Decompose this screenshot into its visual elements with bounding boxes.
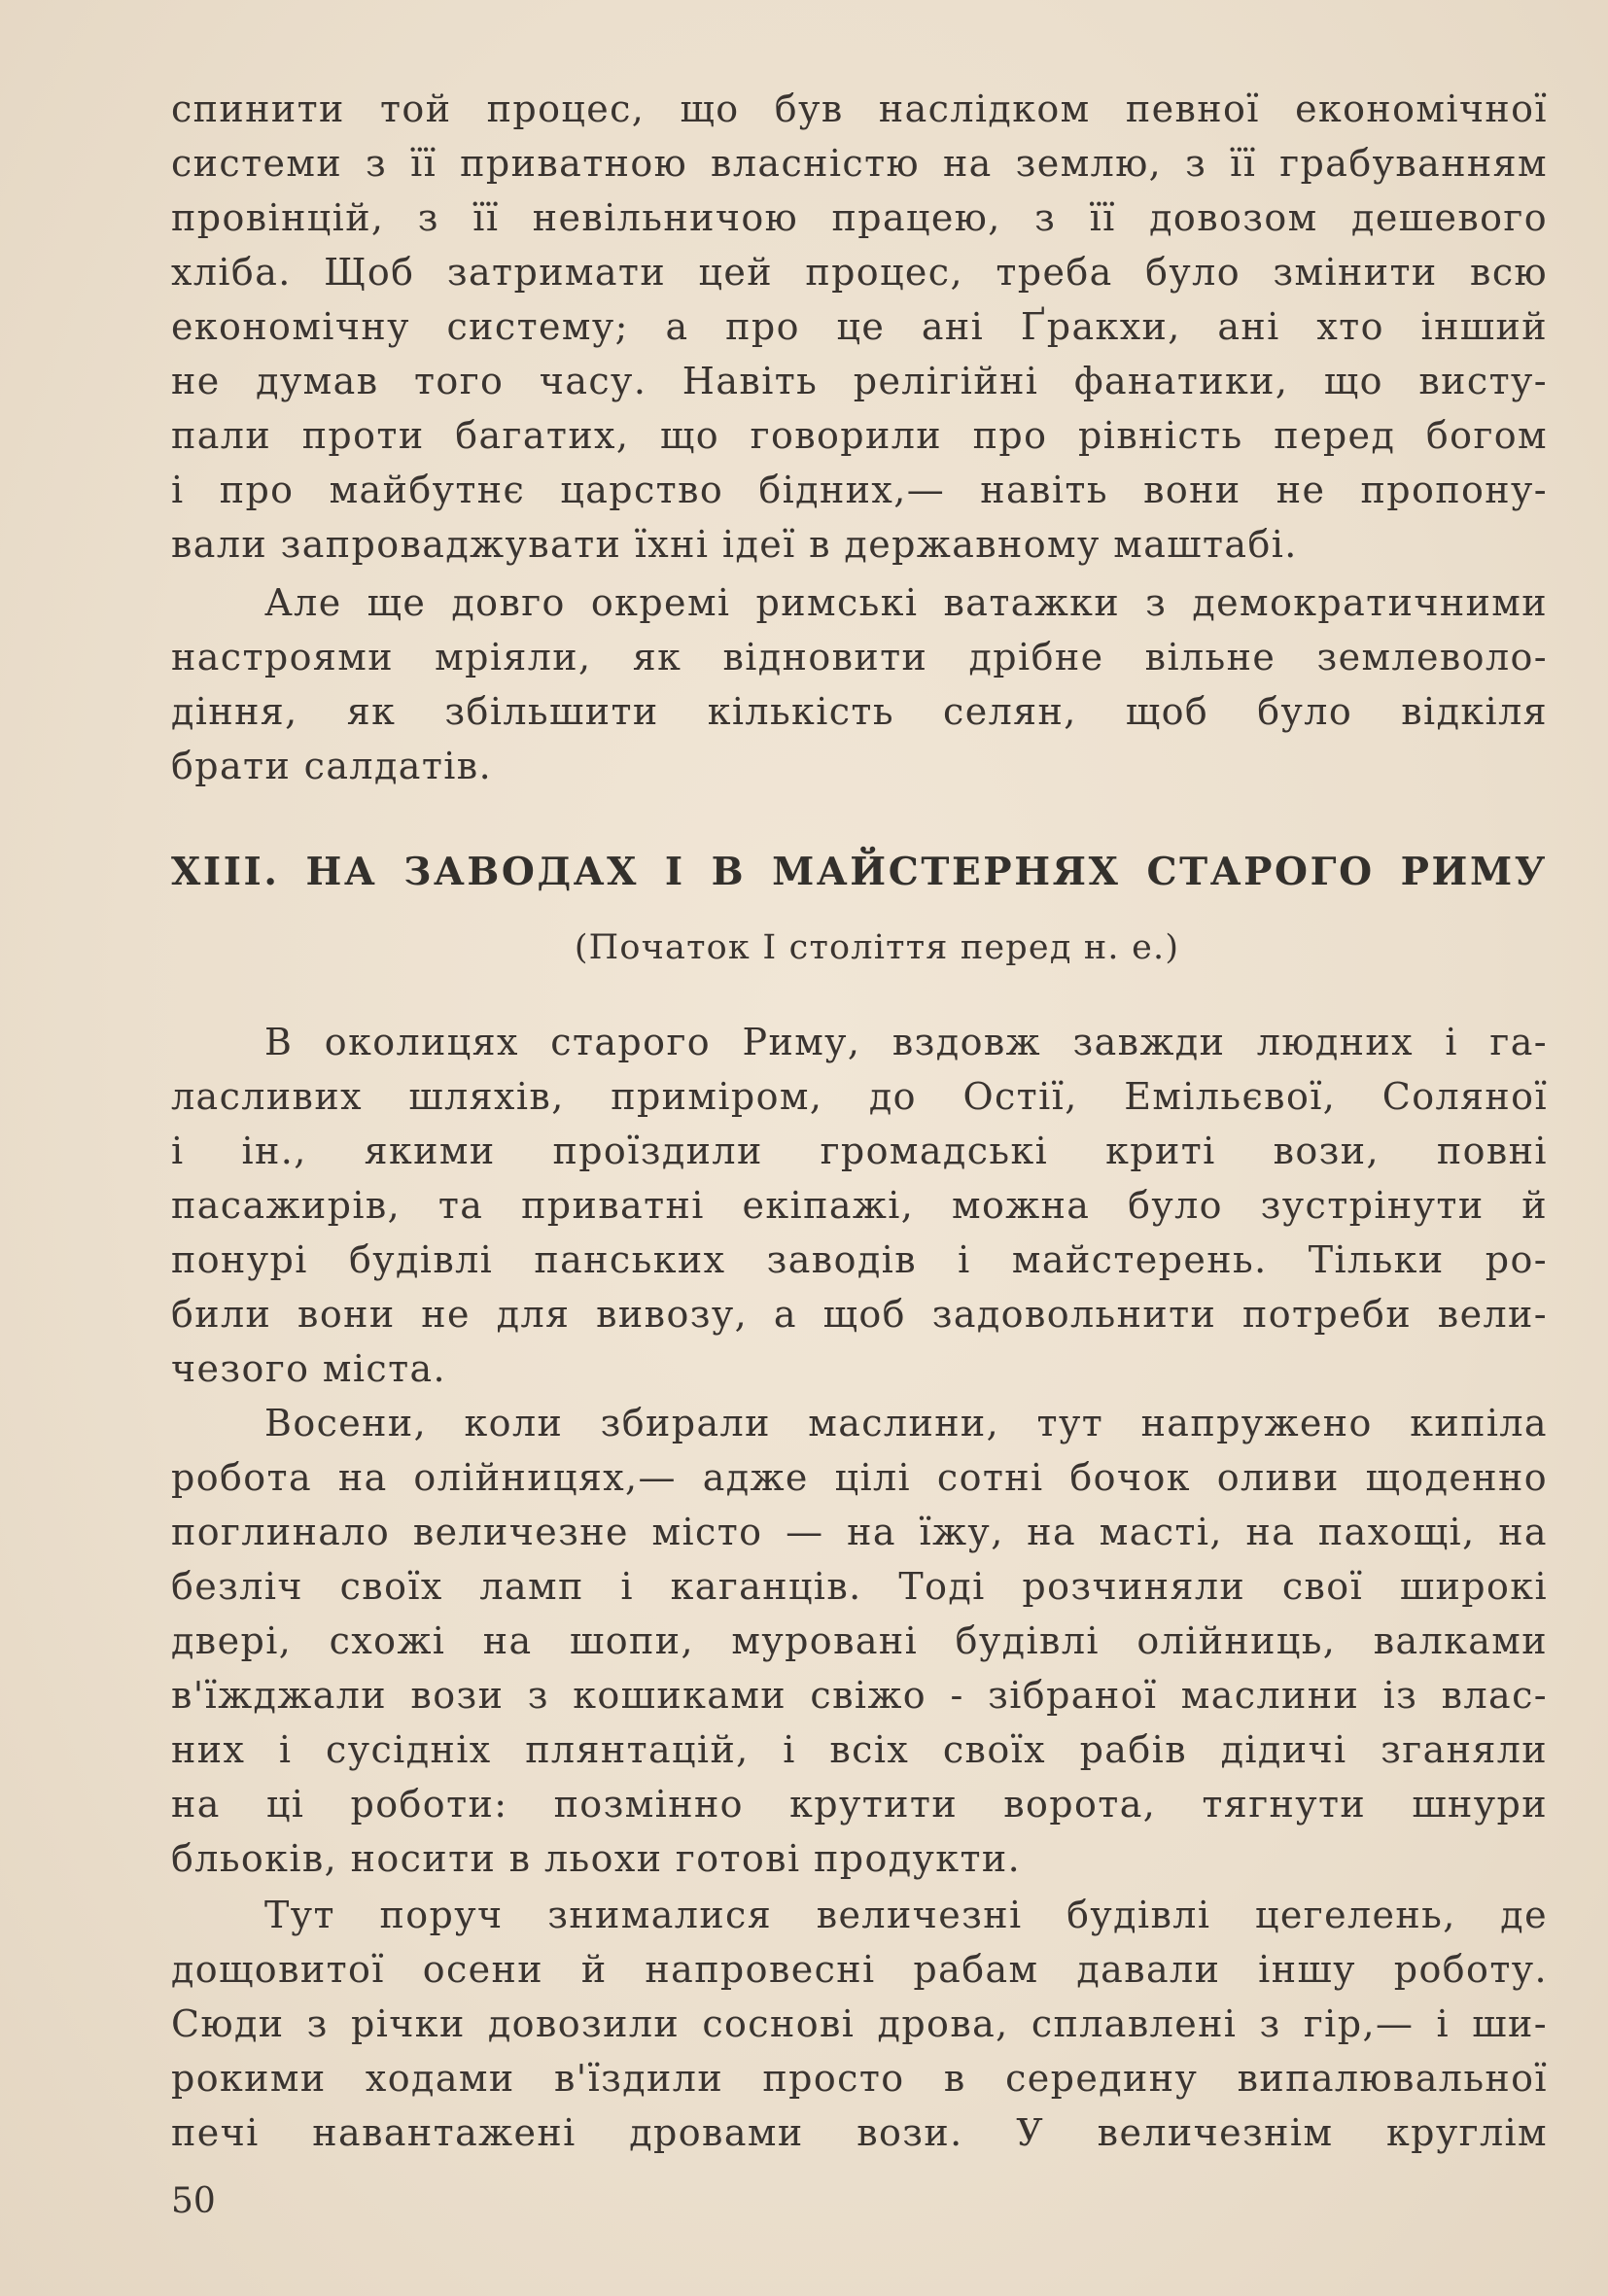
text-line: вали запроваджувати їхні ідеї в державному маштабі. <box>171 523 1298 566</box>
text-line: ласливих шляхів, приміром, до Остії, Емільєвої, Соляної <box>171 1075 1548 1118</box>
text-line: рокими ходами в'їздили просто в середину випалювальної <box>171 2057 1548 2100</box>
text-line: чезого міста. <box>171 1347 447 1390</box>
text-line: спинити той процес, що був наслідком певної економічної <box>171 87 1548 130</box>
text-line: і про майбутнє царство бідних,— навіть вони не пропону- <box>171 469 1548 511</box>
text-line: системи з її приватною власністю на землю, з її грабуванням <box>171 142 1548 185</box>
paragraph-continued <box>171 82 1548 572</box>
text-line: Сюди з річки довозили соснові дрова, сплавлені з гір,— і ши- <box>171 2002 1548 2045</box>
text-line: безліч своїх ламп і каганців. Тоді розчиняли свої широкі <box>171 1565 1548 1608</box>
text-line: не думав того часу. Навіть релігійні фанатики, що висту- <box>171 360 1548 402</box>
text-line: Тут поруч знималися величезні будівлі цегелень, де <box>264 1894 1548 1936</box>
page-number: 50 <box>171 2181 216 2221</box>
paragraph <box>171 1015 1548 1396</box>
text-line: провінцій, з її невільничою працею, з її довозом дешевого <box>171 196 1548 239</box>
text-line: бльоків, носити в льохи готові продукти. <box>171 1837 1022 1880</box>
text-line: понурі будівлі панських заводів і майстерень. Тільки ро- <box>171 1238 1548 1281</box>
text-line: пали проти багатих, що говорили про рівність перед богом <box>171 414 1548 457</box>
text-line: били вони не для вивозу, а щоб задовольнити потреби вели- <box>171 1293 1548 1336</box>
text-line: і ін., якими проїздили громадські криті вози, повні <box>171 1130 1548 1172</box>
text-line: Але ще довго окремі римські ватажки з демократичними <box>264 581 1548 624</box>
text-line: на ці роботи: позмінно крутити ворота, тягнути шнури <box>171 1783 1548 1826</box>
text-line: поглинало величезне місто — на їжу, на масті, на пахощі, на <box>171 1511 1548 1553</box>
text-line: в'їжджали вози з кошиками свіжо - зібраної маслини із влас- <box>171 1674 1548 1717</box>
text-line: робота на олійницях,— адже цілі сотні бочок оливи щоденно <box>171 1456 1548 1499</box>
text-line: них і сусідніх плянтацій, і всіх своїх рабів дідичі зганяли <box>171 1728 1548 1771</box>
chapter-heading: XIII. НА ЗАВОДАХ І В МАЙСТЕРНЯХ СТАРОГО РИМУ <box>171 850 1548 894</box>
text-line: економічну систему; а про це ані Ґракхи, ані хто інший <box>171 305 1548 348</box>
paragraph <box>171 1888 1548 2160</box>
text-line: настроями мріяли, як відновити дрібне вільне землеволо- <box>171 636 1548 678</box>
text-line: двері, схожі на шопи, муровані будівлі олійниць, валками <box>171 1619 1548 1662</box>
text-line: брати салдатів. <box>171 745 493 787</box>
text-line: дощовитої осени й напровесні рабам давали іншу роботу. <box>171 1948 1548 1991</box>
text-line: хліба. Щоб затримати цей процес, треба було змінити всю <box>171 251 1548 294</box>
paragraph <box>171 1396 1548 1886</box>
text-line: В околицях старого Риму, вздовж завжди людних і га- <box>264 1021 1548 1063</box>
chapter-subheading: (Початок I століття перед н. е.) <box>574 928 1180 967</box>
text-line: діння, як збільшити кількість селян, щоб було відкіля <box>171 690 1548 733</box>
text-line: Восени, коли збирали маслини, тут напружено кипіла <box>264 1402 1548 1444</box>
paragraph <box>171 575 1548 793</box>
text-line: пасажирів, та приватні екіпажі, можна було зустрінути й <box>171 1184 1548 1227</box>
text-line: печі навантажені дровами вози. У величезнім круглім <box>171 2111 1548 2154</box>
